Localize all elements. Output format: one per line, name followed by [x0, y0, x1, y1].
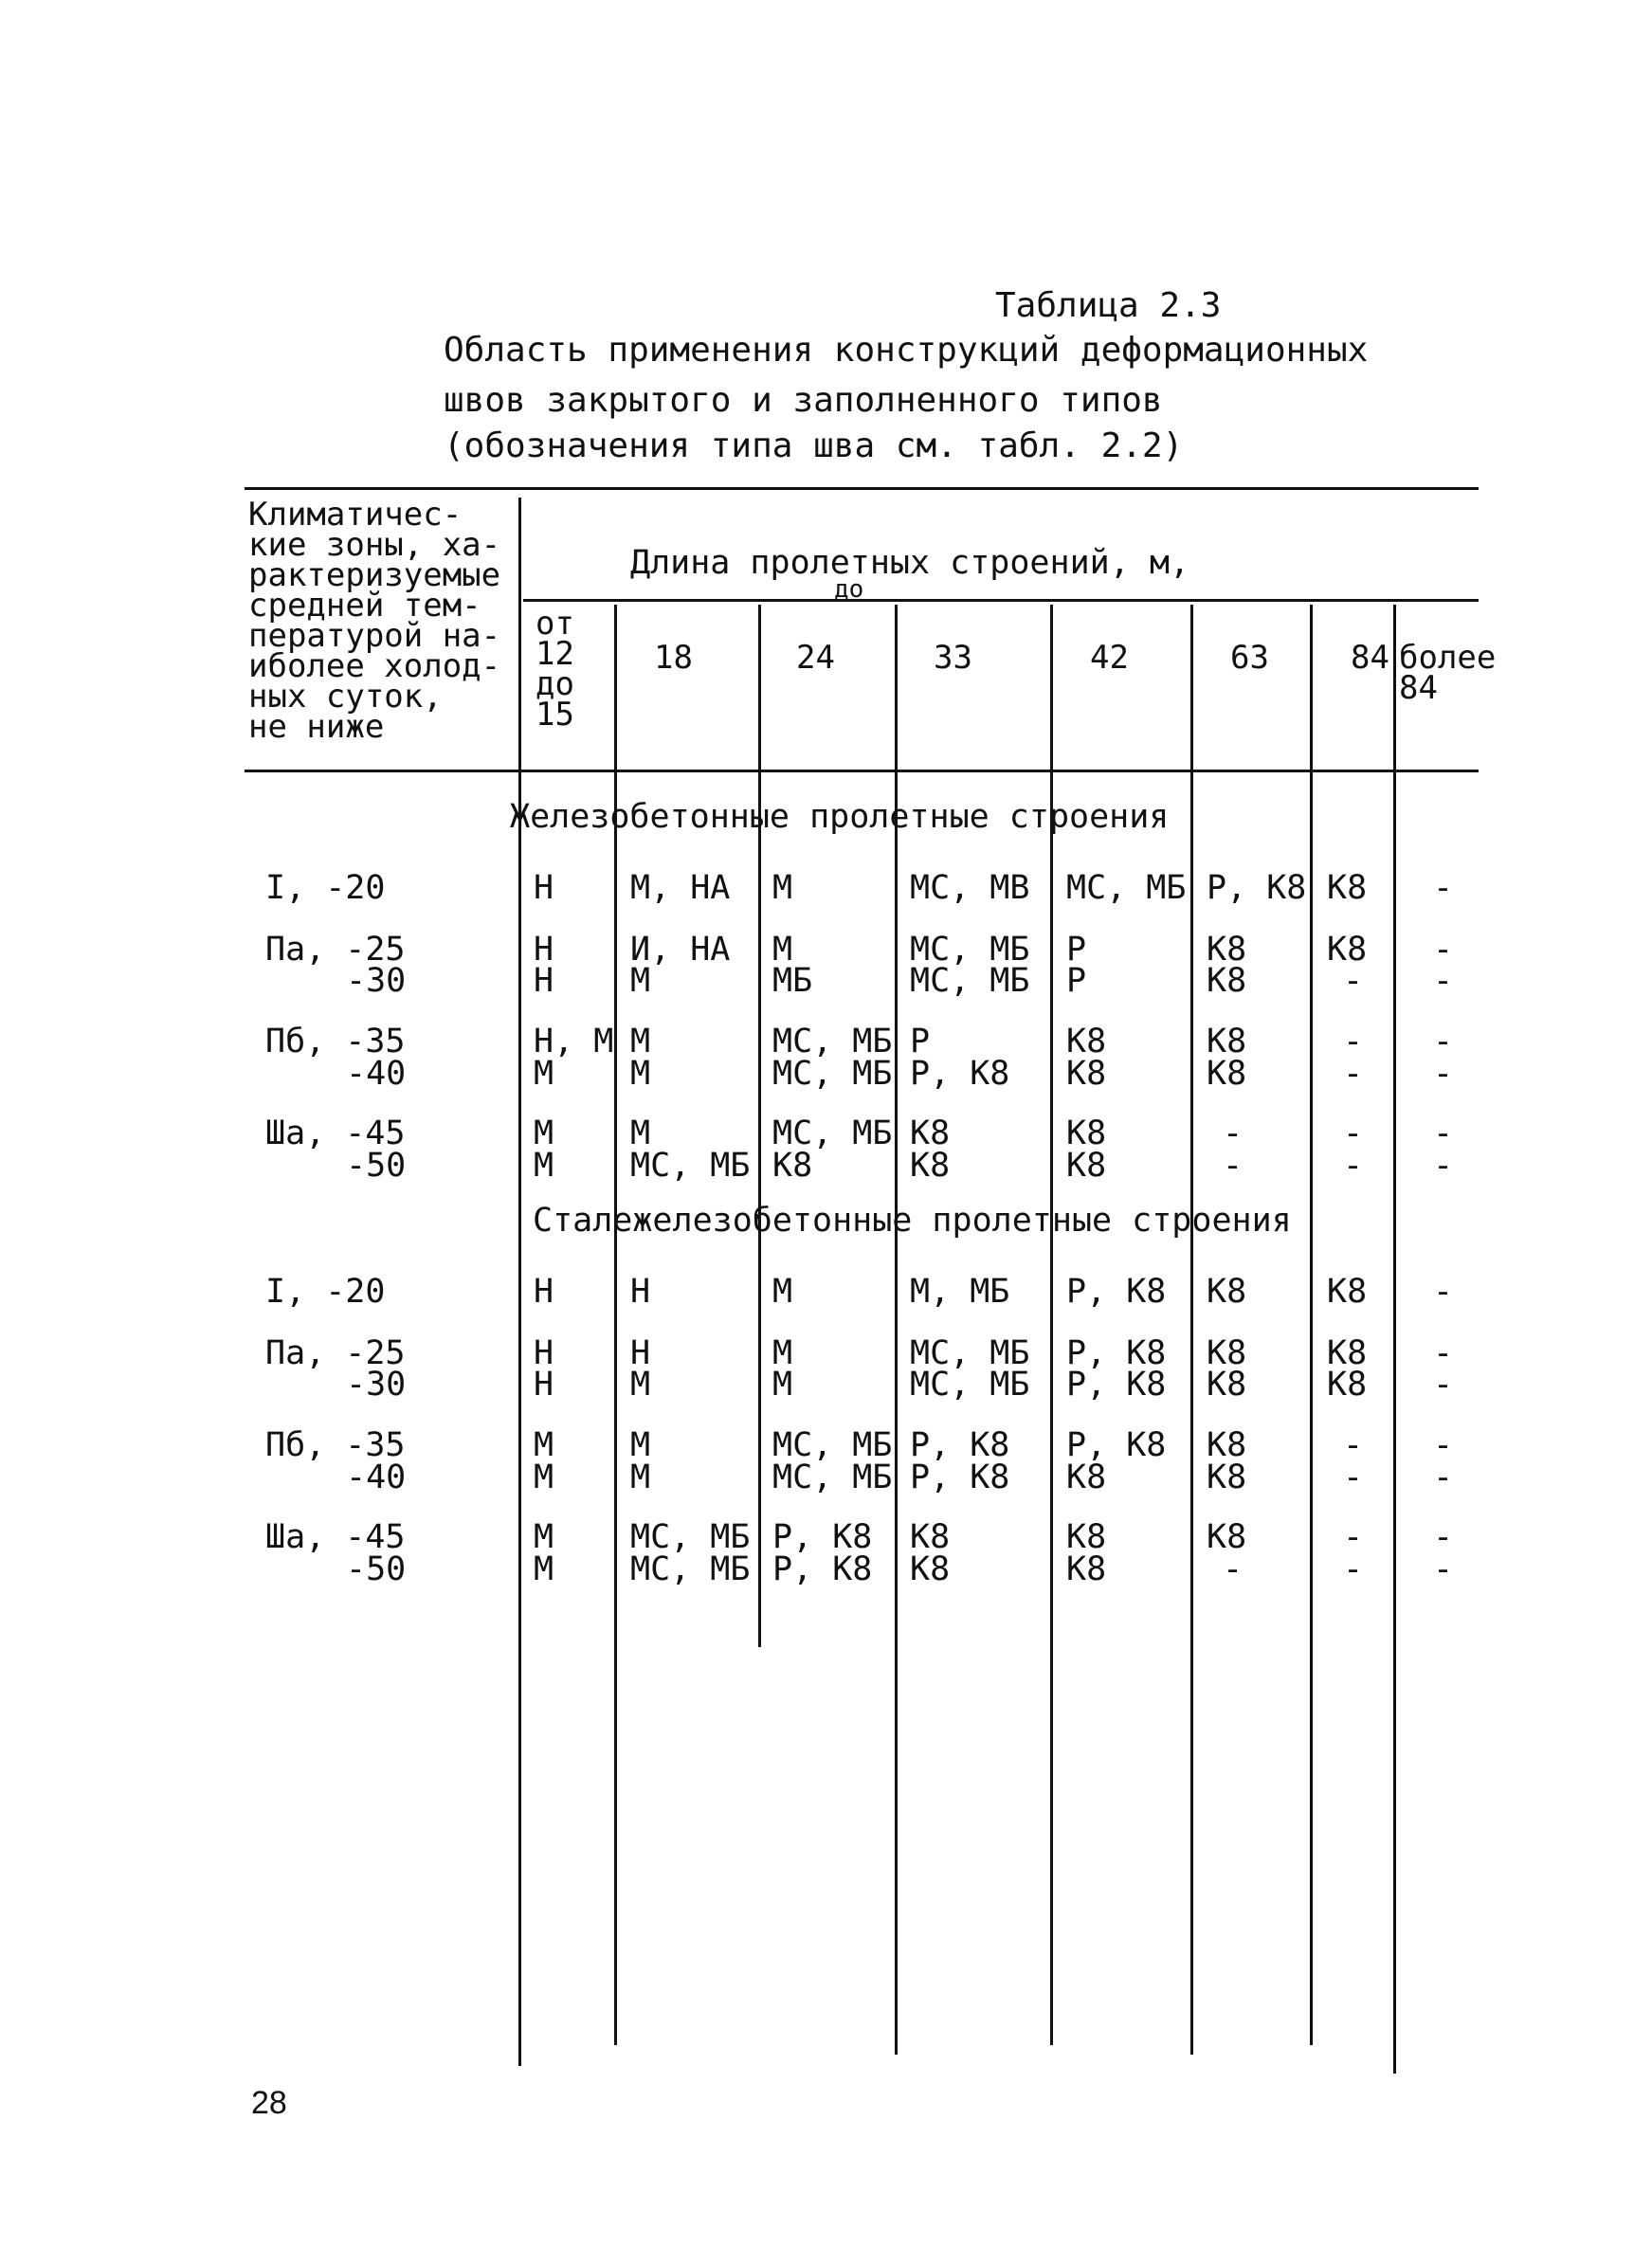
table-cell: Р, К8 — [772, 1518, 873, 1556]
column-header-4: 33 — [934, 639, 972, 677]
table-cell: Н, М — [534, 1023, 614, 1060]
table-cell: К8 — [1066, 1147, 1107, 1185]
table-cell: К8 — [1066, 1518, 1107, 1556]
table-title-line: (обозначения типа шва см. табл. 2.2) — [444, 426, 1184, 465]
table-cell: К8 — [1066, 1023, 1107, 1060]
table-cell: К8 — [1207, 1366, 1247, 1404]
table-cell: МС, МБ — [772, 1023, 893, 1060]
table-cell: МС, МБ — [910, 1334, 1030, 1372]
table-cell: - — [1223, 1114, 1244, 1152]
table-cell: - — [1433, 1550, 1454, 1588]
table-cell: - — [1343, 1055, 1364, 1093]
zone-label: Ша, -45 — [265, 1518, 406, 1556]
column-header-1: от — [536, 605, 574, 643]
table-cell: - — [1433, 869, 1454, 907]
zone-header-line: иболее холод- — [248, 647, 501, 685]
zone-header-line: Климатичес- — [248, 496, 463, 534]
table-cell: МС, МБ — [772, 1426, 893, 1464]
table-cell: К8 — [1207, 962, 1247, 1000]
table-cell: - — [1343, 1147, 1364, 1185]
table-cell: Р — [1066, 931, 1087, 969]
table-cell: К8 — [910, 1114, 951, 1152]
table-cell: - — [1433, 1366, 1454, 1404]
table-cell: Н — [630, 1273, 651, 1311]
table-cell: Р, К8 — [1207, 869, 1307, 907]
span-group-label: Длина пролетных строений, м, — [630, 544, 1190, 582]
table-cell: МС, МБ — [910, 962, 1030, 1000]
table-cell: - — [1223, 1550, 1244, 1588]
column-header-6: 63 — [1230, 639, 1269, 677]
table-cell: М — [630, 1426, 651, 1464]
table-title-line: Область применения конструкций деформационных — [444, 331, 1369, 370]
zone-label: -30 — [346, 1366, 407, 1404]
table-cell: МС, МВ — [910, 869, 1030, 907]
table-cell: - — [1433, 1055, 1454, 1093]
table-cell: - — [1343, 1426, 1364, 1464]
column-header-8: 84 — [1399, 669, 1438, 707]
table-cell: Н — [534, 931, 554, 969]
table-cell: МС, МБ — [910, 931, 1030, 969]
column-header-3: 24 — [796, 639, 835, 677]
section-title: Сталежелезобетонные пролетные строения — [533, 1202, 1292, 1240]
table-cell: Н — [534, 869, 554, 907]
table-cell: М — [534, 1518, 554, 1556]
table-cell: МС, МБ — [630, 1147, 751, 1185]
table-cell: - — [1223, 1147, 1244, 1185]
table-cell: К8 — [1066, 1459, 1107, 1496]
table-cell: - — [1433, 1459, 1454, 1496]
table-cell: К8 — [1207, 1055, 1247, 1093]
table-cell: М, МБ — [910, 1273, 1010, 1311]
table-cell: - — [1433, 1023, 1454, 1060]
zone-label: -30 — [346, 962, 407, 1000]
table-cell: К8 — [1207, 1426, 1247, 1464]
column-header-1: 15 — [536, 696, 574, 734]
table-cell: - — [1343, 1550, 1364, 1588]
table-cell: МС, МБ — [630, 1550, 751, 1588]
table-cell: - — [1343, 962, 1364, 1000]
zone-header-line: не ниже — [248, 708, 385, 746]
table-cell: Р, К8 — [910, 1426, 1010, 1464]
table-cell: К8 — [1327, 1334, 1368, 1372]
table-cell: - — [1433, 1518, 1454, 1556]
span-group-rule — [523, 599, 1479, 602]
column-divider — [758, 605, 761, 1647]
table-cell: М — [534, 1147, 554, 1185]
table-cell: К8 — [1207, 931, 1247, 969]
zone-header-line: средней тем- — [248, 587, 481, 625]
zone-header-line: кие зоны, ха- — [248, 526, 501, 564]
table-cell: К8 — [1066, 1550, 1107, 1588]
zone-label: Пб, -35 — [265, 1023, 406, 1060]
zone-label: Па, -25 — [265, 1334, 406, 1372]
table-cell: - — [1343, 1023, 1364, 1060]
table-cell: К8 — [910, 1147, 951, 1185]
table-cell: - — [1433, 1114, 1454, 1152]
table-cell: Р, К8 — [1066, 1273, 1167, 1311]
table-cell: Н — [630, 1334, 651, 1372]
table-cell: М, НА — [630, 869, 731, 907]
table-cell: М — [772, 1273, 793, 1311]
table-cell: М — [630, 1055, 651, 1093]
table-cell: Р — [1066, 962, 1087, 1000]
header-bottom-rule — [245, 770, 1479, 772]
column-header-1: 12 — [536, 635, 574, 673]
table-top-rule — [245, 487, 1479, 490]
table-cell: - — [1343, 1518, 1364, 1556]
table-cell: МС, МБ — [630, 1518, 751, 1556]
table-cell: Р, К8 — [910, 1459, 1010, 1496]
table-cell: К8 — [1327, 1366, 1368, 1404]
table-cell: - — [1433, 1147, 1454, 1185]
table-cell: К8 — [1327, 1273, 1368, 1311]
table-cell: М — [772, 869, 793, 907]
table-cell: К8 — [910, 1518, 951, 1556]
zone-label: Пб, -35 — [265, 1426, 406, 1464]
table-cell: М — [630, 1023, 651, 1060]
column-divider — [1310, 605, 1313, 2045]
zone-label: I, -20 — [265, 869, 386, 907]
zone-label: -40 — [346, 1055, 407, 1093]
table-cell: М — [630, 1366, 651, 1404]
table-cell: К8 — [1327, 931, 1368, 969]
column-divider — [1393, 605, 1396, 2074]
table-cell: МС, МБ — [772, 1055, 893, 1093]
table-cell: Р, К8 — [1066, 1426, 1167, 1464]
table-cell: - — [1433, 1273, 1454, 1311]
column-divider — [518, 498, 521, 2066]
zone-label: Ша, -45 — [265, 1114, 406, 1152]
table-cell: И, НА — [630, 931, 731, 969]
table-cell: Р, К8 — [1066, 1366, 1167, 1404]
table-cell: К8 — [1207, 1023, 1247, 1060]
table-cell: М — [772, 1366, 793, 1404]
table-number: Таблица 2.3 — [995, 286, 1222, 325]
table-cell: МБ — [772, 962, 813, 1000]
table-cell: К8 — [772, 1147, 813, 1185]
table-title-line: швов закрытого и заполненного типов — [444, 381, 1163, 420]
zone-label: Па, -25 — [265, 931, 406, 969]
table-cell: К8 — [1207, 1518, 1247, 1556]
table-cell: М — [630, 1114, 651, 1152]
table-cell: Н — [534, 1334, 554, 1372]
table-cell: Н — [534, 962, 554, 1000]
table-cell: К8 — [1327, 869, 1368, 907]
zone-header-line: ных суток, — [248, 678, 443, 716]
table-cell: К8 — [1066, 1114, 1107, 1152]
table-cell: МС, МБ — [772, 1114, 893, 1152]
table-cell: - — [1433, 1426, 1454, 1464]
span-group-sub: до — [834, 575, 864, 604]
zone-label: I, -20 — [265, 1273, 386, 1311]
zone-header-line: пературой на- — [248, 617, 501, 655]
table-cell: К8 — [910, 1550, 951, 1588]
column-divider — [1190, 605, 1193, 2055]
table-cell: К8 — [1207, 1273, 1247, 1311]
table-cell: - — [1433, 1334, 1454, 1372]
column-header-5: 42 — [1090, 639, 1129, 677]
page-number: 28 — [251, 2085, 287, 2121]
table-cell: - — [1343, 1459, 1364, 1496]
table-cell: М — [534, 1114, 554, 1152]
table-cell: М — [630, 1459, 651, 1496]
column-header-8: более — [1399, 639, 1497, 677]
table-cell: МС, МБ — [1066, 869, 1187, 907]
table-cell: Н — [534, 1273, 554, 1311]
zone-label: -40 — [346, 1459, 407, 1496]
table-cell: М — [772, 931, 793, 969]
table-cell: Н — [534, 1366, 554, 1404]
table-cell: Р, К8 — [1066, 1334, 1167, 1372]
table-cell: К8 — [1207, 1459, 1247, 1496]
table-cell: К8 — [1207, 1334, 1247, 1372]
table-cell: МС, МБ — [772, 1459, 893, 1496]
table-cell: М — [772, 1334, 793, 1372]
column-header-7: 84 — [1351, 639, 1389, 677]
table-cell: М — [534, 1426, 554, 1464]
column-header-1: до — [536, 665, 574, 703]
table-cell: Р, К8 — [772, 1550, 873, 1588]
zone-label: -50 — [346, 1550, 407, 1588]
table-cell: М — [534, 1055, 554, 1093]
table-cell: М — [534, 1459, 554, 1496]
zone-label: -50 — [346, 1147, 407, 1185]
table-cell: - — [1343, 1114, 1364, 1152]
zone-header-line: рактеризуемые — [248, 556, 501, 594]
column-header-2: 18 — [654, 639, 693, 677]
table-cell: - — [1433, 962, 1454, 1000]
table-cell: К8 — [1066, 1055, 1107, 1093]
table-cell: М — [630, 962, 651, 1000]
table-cell: МС, МБ — [910, 1366, 1030, 1404]
table-cell: Р, К8 — [910, 1055, 1010, 1093]
table-cell: М — [534, 1550, 554, 1588]
section-title: Железобетонные пролетные строения — [510, 798, 1170, 836]
table-cell: Р — [910, 1023, 931, 1060]
table-cell: - — [1433, 931, 1454, 969]
